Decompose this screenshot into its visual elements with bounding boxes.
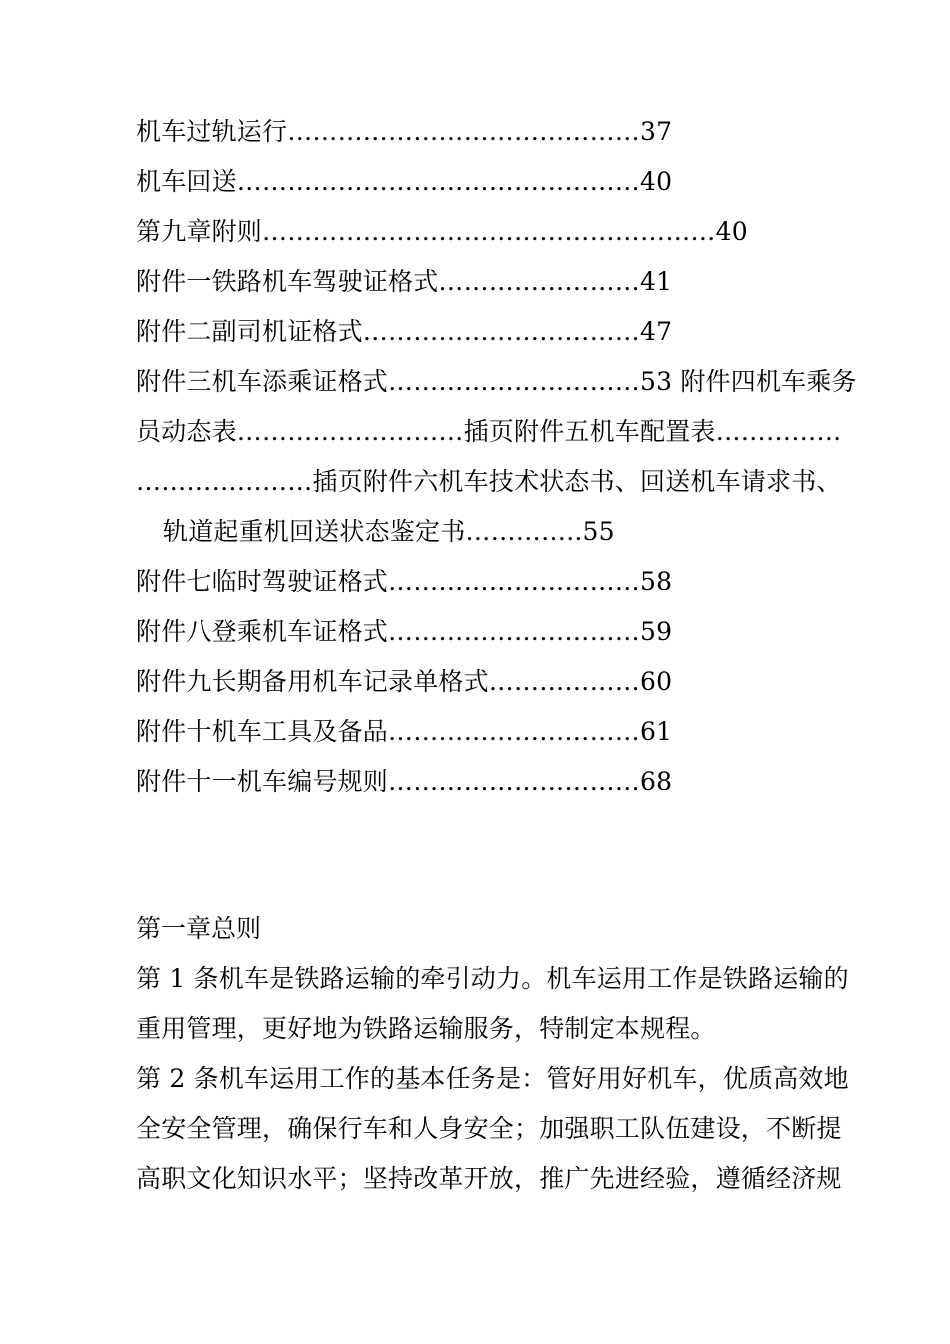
toc-entry-appendix-10: 附件十机车工具及备品…………………………61 (136, 717, 673, 746)
toc-entry-appendix-7: 附件七临时驾驶证格式…………………………58 (136, 567, 673, 596)
toc-entry-appendix-2: 附件二副司机证格式……………………………47 (136, 317, 673, 346)
toc-entry-appendix-6: …………………插页附件六机车技术状态书、回送机车请求书、 (136, 467, 842, 496)
toc-entry-appendix-11: 附件十一机车编号规则…………………………68 (136, 767, 673, 796)
toc-entry-appendix-3: 附件三机车添乘证格式…………………………53 附件四机车乘务 (136, 367, 857, 396)
chapter-title: 第一章总则 (136, 914, 262, 943)
toc-entry-appendix-4-5: 员动态表………………………插页附件五机车配置表…………… (136, 417, 842, 446)
article-1-line-1: 第 1 条机车是铁路运输的牵引动力。机车运用工作是铁路运输的 (136, 964, 849, 993)
article-1-line-2: 重用管理，更好地为铁路运输服务，特制定本规程。 (136, 1014, 716, 1043)
toc-entry-appendix-8: 附件八登乘机车证格式…………………………59 (136, 617, 673, 646)
toc-entry-appendix-1: 附件一铁路机车驾驶证格式……………………41 (136, 267, 673, 296)
article-2-line-3: 高职文化知识水平；坚持改革开放，推广先进经验，遵循经济规 (136, 1164, 842, 1193)
toc-entry-locomotive-transit: 机车过轨运行……………………………………37 (136, 117, 673, 146)
toc-entry-chapter-nine: 第九章附则………………………………………………40 (136, 217, 748, 246)
toc-entry-appendix-9: 附件九长期备用机车记录单格式………………60 (136, 667, 673, 696)
toc-entry-locomotive-return: 机车回送…………………………………………40 (136, 167, 673, 196)
article-2-line-2: 全安全管理，确保行车和人身安全；加强职工队伍建设，不断提 (136, 1114, 842, 1143)
article-2-line-1: 第 2 条机车运用工作的基本任务是：管好用好机车，优质高效地 (136, 1064, 849, 1093)
toc-entry-appendix-6-cont: 轨道起重机回送状态鉴定书…………..55 (163, 517, 615, 546)
